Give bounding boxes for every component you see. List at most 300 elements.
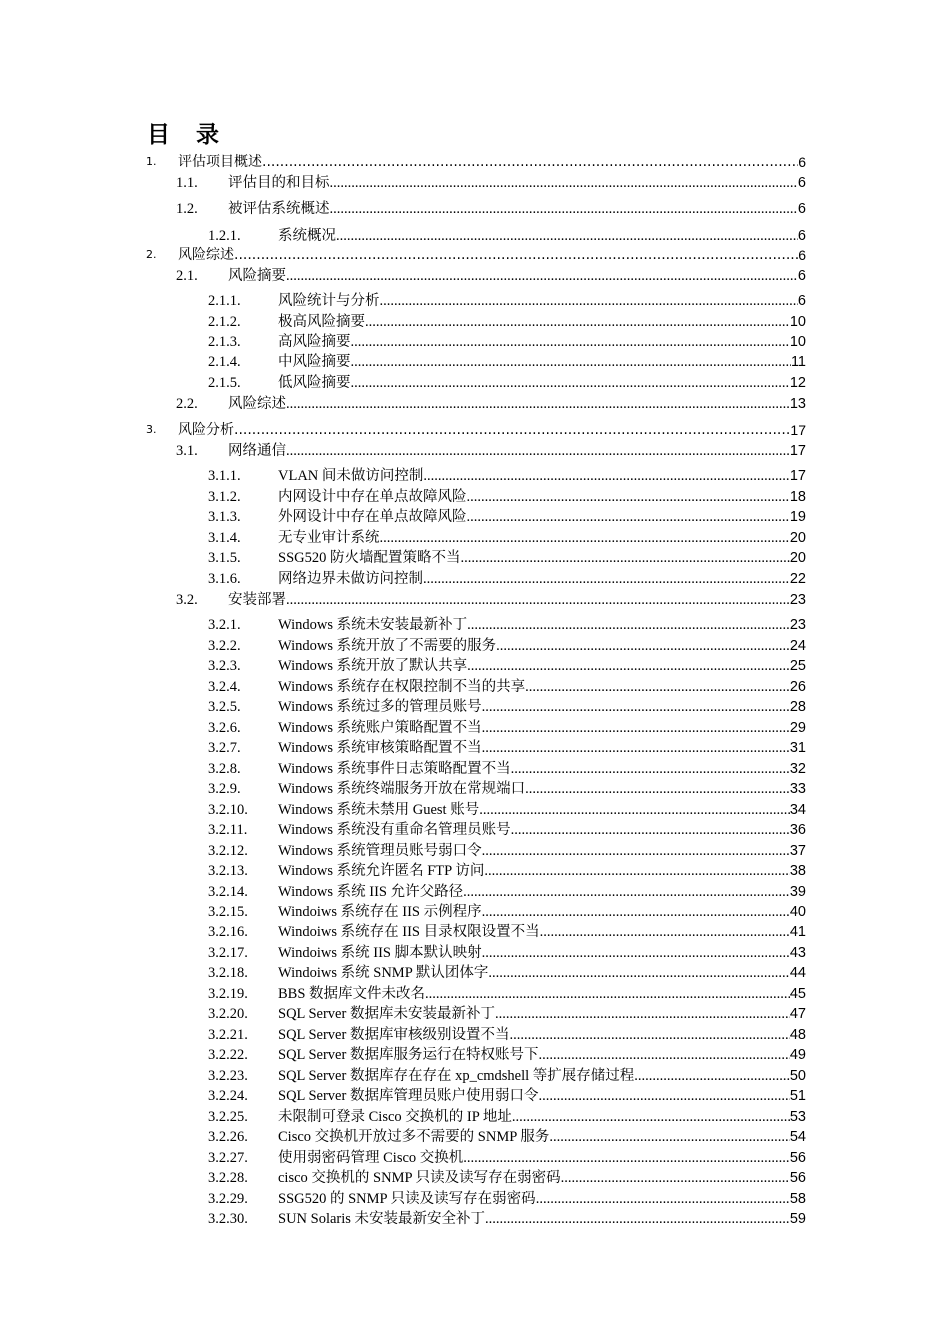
toc-entry-number: 3.1.4. [208,530,241,546]
toc-entry-label: SUN Solaris 未安装最新安全补丁 [278,1211,486,1227]
dot-leader [380,291,798,311]
toc-entry[interactable] [0,861,950,881]
toc-entry-label: SSG520 的 SNMP 只读及读写存在弱密码 [278,1191,536,1207]
toc-entry-number: 3.2.9. [208,781,241,797]
toc-entry-line [228,590,806,610]
toc-entry-line [278,373,806,393]
toc-entry-number: 2.1.5. [208,375,241,391]
dot-leader [286,441,790,461]
toc-entry-line [228,441,806,461]
toc-entry-page: 38 [789,863,806,879]
toc-entry-line [278,1189,806,1209]
toc-entry[interactable] [0,963,950,983]
toc-entry-number: 2.1.4. [208,354,241,370]
dot-leader [425,984,790,1004]
toc-entry-page: 44 [789,965,806,981]
toc-entry-number: 3.2.25. [208,1109,248,1125]
toc-entry-page: 6 [797,175,806,191]
dot-leader [423,569,790,589]
toc-entry-number: 1.2. [176,201,198,217]
toc-entry-page: 23 [789,592,806,608]
toc-entry-line [278,1148,806,1168]
dot-leader [634,1066,790,1086]
toc-entry-page: 18 [789,489,806,505]
toc-entry-page: 54 [789,1129,806,1145]
toc-entry-label: Windows 系统管理员账号弱口令 [278,843,482,859]
toc-entry-page: 45 [789,986,806,1002]
dot-leader [286,394,790,414]
toc-entry-page: 59 [789,1211,806,1227]
toc-entry-line [228,199,806,219]
toc-entry[interactable] [0,291,950,311]
toc-entry-label: Windows 系统未禁用 Guest 账号 [278,802,480,818]
toc-entry-label: SQL Server 数据库未安装最新补丁 [278,1006,495,1022]
toc-entry[interactable] [0,677,950,697]
dot-leader [234,245,798,265]
toc-entry-label: Windows 系统账户策略配置不当 [278,720,482,736]
toc-entry-line [278,507,806,527]
toc-entry-page: 39 [789,884,806,900]
toc-entry-page: 36 [789,822,806,838]
dot-leader [482,738,790,758]
toc-entry-line [278,922,806,942]
toc-entry-label: 使用弱密码管理 Cisco 交换机 [278,1150,464,1166]
dot-leader [351,332,790,352]
toc-entry-page: 12 [789,375,806,391]
toc-entry-number: 3.2.10. [208,802,248,818]
toc-entry[interactable] [0,1148,950,1168]
toc-entry-number: 3. [146,423,157,436]
toc-entry-label: 未限制可登录 Cisco 交换机的 IP 地址 [278,1109,512,1125]
toc-entry-label: 网络边界未做访问控制 [278,571,423,587]
toc-entry-page: 6 [798,247,806,263]
toc-entry[interactable] [0,528,950,548]
toc-entry[interactable] [0,332,950,352]
toc-entry-line [278,352,806,372]
toc-entry-number: 3.1. [176,443,198,459]
dot-leader [351,352,791,372]
toc-entry-label: Windows 系统允许匿名 FTP 访问 [278,863,485,879]
dot-leader [482,718,790,738]
toc-entry-number: 3.1.2. [208,489,241,505]
toc-entry-number: 1.1. [176,175,198,191]
toc-entry[interactable] [0,738,950,758]
toc-entry-line [278,759,806,779]
toc-entry-number: 3.1.3. [208,509,241,525]
toc-entry-page: 50 [789,1068,806,1084]
toc-entry[interactable] [0,636,950,656]
toc-entry-label: 中风险摘要 [278,354,351,370]
toc-entry-label: Windows 系统开放了不需要的服务 [278,638,497,654]
toc-entry-line [228,173,806,193]
toc-title: 目 录 [147,122,229,148]
toc-entry[interactable] [0,352,950,372]
toc-entry-label: Windoiws 系统存在 IIS 示例程序 [278,904,482,920]
toc-entry-line [278,466,806,486]
toc-entry-label: Windows 系统存在权限控制不当的共享 [278,679,526,695]
toc-entry[interactable] [0,984,950,1004]
toc-entry-label: 评估项目概述 [178,154,262,170]
toc-entry[interactable] [0,152,950,172]
dot-leader [336,226,798,246]
toc-entry[interactable] [0,1189,950,1209]
dot-leader [496,636,790,656]
toc-entry-page: 10 [789,314,806,330]
dot-leader [495,1004,790,1024]
toc-entry-line [228,266,806,286]
dot-leader [286,590,790,610]
toc-entry-number: 3.2.16. [208,924,248,940]
toc-entry-line [278,528,806,548]
toc-entry-number: 3.2.2. [208,638,241,654]
dot-leader [479,800,790,820]
dot-leader [286,266,798,286]
toc-entry[interactable] [0,1209,950,1229]
toc-entry-page: 43 [789,945,806,961]
toc-entry-label: Windows 系统过多的管理员账号 [278,699,482,715]
toc-entry[interactable] [0,1066,950,1086]
toc-entry[interactable] [0,1086,950,1106]
toc-entry-line [278,291,806,311]
toc-entry[interactable] [0,548,950,568]
toc-entry-page: 49 [789,1047,806,1063]
toc-entry-number: 3.2. [176,592,198,608]
toc-entry-page: 26 [789,679,806,695]
toc-entry-line [278,226,806,246]
dot-leader [482,902,790,922]
toc-entry-number: 3.2.19. [208,986,248,1002]
toc-entry-label: SQL Server 数据库审核级别设置不当 [278,1027,510,1043]
toc-entry[interactable] [0,718,950,738]
toc-entry-label: 内网设计中存在单点故障风险 [278,489,467,505]
toc-entry[interactable] [0,820,950,840]
toc-entry[interactable] [0,882,950,902]
toc-entry-number: 3.2.29. [208,1191,248,1207]
dot-leader [536,1189,790,1209]
toc-entry[interactable] [0,1127,950,1147]
dot-leader [538,1086,789,1106]
toc-entry-line [278,984,806,1004]
toc-entry-label: Windoiws 系统 SNMP 默认团体字 [278,965,489,981]
toc-entry-number: 2.2. [176,396,198,412]
toc-entry[interactable] [0,697,950,717]
toc-entry-label: 风险分析 [178,422,234,438]
toc-entry-number: 3.1.5. [208,550,241,566]
toc-entry-page: 48 [789,1027,806,1043]
toc-entry-label: Windows 系统没有重命名管理员账号 [278,822,511,838]
toc-entry[interactable] [0,245,950,265]
toc-entry-number: 3.2.15. [208,904,248,920]
dot-leader [525,677,790,697]
toc-entry[interactable] [0,615,950,635]
toc-entry-page: 31 [789,740,806,756]
toc-entry-page: 28 [789,699,806,715]
dot-leader [365,312,790,332]
toc-entry-number: 2.1.2. [208,314,241,330]
toc-entry-line [178,420,806,440]
dot-leader [460,548,789,568]
toc-entry[interactable] [0,226,950,246]
dot-leader [538,1045,789,1065]
toc-entry-page: 29 [789,720,806,736]
toc-entry-page: 20 [789,550,806,566]
toc-entry-page: 24 [789,638,806,654]
toc-entry-number: 3.2.23. [208,1068,248,1084]
toc-entry-page: 19 [789,509,806,525]
dot-leader [549,1127,790,1147]
toc-entry-line [278,332,806,352]
toc-entry-number: 3.2.14. [208,884,248,900]
toc-entry-line [278,963,806,983]
toc-entry-label: Windoiws 系统存在 IIS 目录权限设置不当 [278,924,540,940]
toc-entry-line [178,152,806,172]
toc-entry-label: 风险统计与分析 [278,293,380,309]
toc-entry-label: Windows 系统终端服务开放在常规端口 [278,781,526,797]
toc-entry-line [278,1004,806,1024]
toc-entry[interactable] [0,1004,950,1024]
toc-entry-page: 32 [789,761,806,777]
toc-entry[interactable] [0,569,950,589]
toc-entry-page: 22 [789,571,806,587]
toc-entry[interactable] [0,590,950,610]
toc-entry-page: 6 [797,228,806,244]
dot-leader [540,922,790,942]
toc-entry-number: 3.2.8. [208,761,241,777]
dot-leader [485,1209,790,1229]
toc-entry-label: Windows 系统审核策略配置不当 [278,740,482,756]
dot-leader [330,173,798,193]
toc-entry-number: 3.2.3. [208,658,241,674]
toc-entry-label: cisco 交换机的 SNMP 只读及读写存在弱密码 [278,1170,561,1186]
toc-entry-line [278,841,806,861]
toc-entry-line [178,245,806,265]
dot-leader [525,779,790,799]
toc-entry-label: 高风险摘要 [278,334,351,350]
toc-entry[interactable] [0,1107,950,1127]
toc-entry-label: SSG520 防火墙配置策略不当 [278,550,461,566]
toc-entry[interactable] [0,841,950,861]
toc-entry-number: 3.2.12. [208,843,248,859]
toc-entry-page: 37 [789,843,806,859]
toc-entry[interactable] [0,1025,950,1045]
toc-entry-number: 3.2.7. [208,740,241,756]
toc-entry-label: 风险综述 [228,396,286,412]
dot-leader [463,882,790,902]
toc-entry-number: 3.2.20. [208,1006,248,1022]
toc-entry[interactable] [0,199,950,219]
toc-entry-line [278,1025,806,1045]
toc-entry-line [278,943,806,963]
toc-entry-number: 3.2.22. [208,1047,248,1063]
toc-entry-number: 3.2.1. [208,617,241,633]
toc-entry[interactable] [0,312,950,332]
toc-entry-page: 34 [789,802,806,818]
dot-leader [511,820,790,840]
dot-leader [488,963,790,983]
toc-entry-line [278,548,806,568]
toc-entry-page: 6 [797,268,806,284]
toc-entry-number: 2. [146,248,157,261]
toc-entry-line [278,718,806,738]
toc-entry-page: 58 [789,1191,806,1207]
toc-entry-page: 25 [789,658,806,674]
toc-entry[interactable] [0,902,950,922]
toc-entry-page: 6 [797,293,806,309]
toc-entry[interactable] [0,373,950,393]
toc-entry-line [278,779,806,799]
dot-leader [467,507,790,527]
toc-entry-page: 56 [789,1170,806,1186]
toc-entry-label: SQL Server 数据库服务运行在特权账号下 [278,1047,539,1063]
toc-entry-line [278,656,806,676]
toc-entry-page: 56 [789,1150,806,1166]
toc-entry[interactable] [0,466,950,486]
toc-entry[interactable] [0,800,950,820]
dot-leader [351,373,790,393]
toc-entry-number: 3.2.30. [208,1211,248,1227]
dot-leader [262,152,798,172]
toc-entry-label: Cisco 交换机开放过多不需要的 SNMP 服务 [278,1129,550,1145]
dot-leader [482,841,790,861]
toc-entry-number: 3.2.21. [208,1027,248,1043]
toc-entry-label: BBS 数据库文件未改名 [278,986,426,1002]
dot-leader [482,697,790,717]
toc-entry-number: 2.1.1. [208,293,241,309]
toc-entry[interactable] [0,173,950,193]
dot-leader [467,487,790,507]
dot-leader [234,420,790,440]
dot-leader [463,1148,790,1168]
toc-entry-number: 3.2.26. [208,1129,248,1145]
toc-entry-number: 3.2.17. [208,945,248,961]
dot-leader [380,528,790,548]
toc-entry[interactable] [0,656,950,676]
toc-entry-label: SQL Server 数据库存在存在 xp_cmdshell 等扩展存储过程 [278,1068,635,1084]
toc-entry-line [278,636,806,656]
toc-entry-line [278,1209,806,1229]
toc-entry-page: 6 [797,201,806,217]
toc-entry-label: 风险综述 [178,247,234,263]
toc-entry-label: 被评估系统概述 [228,201,330,217]
toc-entry[interactable] [0,441,950,461]
toc-entry-page: 33 [789,781,806,797]
toc-entry-line [278,697,806,717]
toc-entry-line [278,1107,806,1127]
toc-entry-page: 11 [790,354,806,370]
toc-entry-label: 极高风险摘要 [278,314,365,330]
toc-entry[interactable] [0,1045,950,1065]
toc-entry-page: 40 [789,904,806,920]
toc-entry-line [278,1168,806,1188]
toc-entry-number: 2.1. [176,268,198,284]
toc-entry-page: 53 [789,1109,806,1125]
toc-entry-label: VLAN 间未做访问控制 [278,468,424,484]
toc-entry[interactable] [0,1168,950,1188]
toc-entry[interactable] [0,487,950,507]
toc-entry-line [278,861,806,881]
dot-leader [330,199,798,219]
toc-entry-page: 13 [789,396,806,412]
toc-entry-line [278,1066,806,1086]
toc-entry-label: Windoiws 系统 IIS 脚本默认映射 [278,945,482,961]
toc-entry-label: Windows 系统 IIS 允许父路径 [278,884,464,900]
toc-entry-label: 安装部署 [228,592,286,608]
toc-entry-label: 外网设计中存在单点故障风险 [278,509,467,525]
toc-entry-number: 3.2.11. [208,822,248,838]
toc-entry[interactable] [0,266,950,286]
toc-entry-page: 47 [789,1006,806,1022]
toc-entry-label: 无专业审计系统 [278,530,380,546]
toc-entry-page: 10 [789,334,806,350]
toc-entry-label: SQL Server 数据库管理员账户使用弱口令 [278,1088,539,1104]
toc-entry-number: 2.1.3. [208,334,241,350]
toc-entry-line [278,1086,806,1106]
toc-entry-page: 41 [789,924,806,940]
toc-entry-label: 风险摘要 [228,268,286,284]
toc-entry[interactable] [0,943,950,963]
toc-entry-page: 6 [798,154,806,170]
toc-entry-label: Windows 系统事件日志策略配置不当 [278,761,511,777]
toc-entry-number: 3.1.1. [208,468,241,484]
toc-entry[interactable] [0,779,950,799]
dot-leader [512,1107,790,1127]
toc-entry-page: 17 [789,443,806,459]
dot-leader [482,943,790,963]
dot-leader [484,861,790,881]
toc-entry-page: 23 [789,617,806,633]
toc-entry-line [228,394,806,414]
toc-entry-label: Windows 系统未安装最新补丁 [278,617,468,633]
toc-entry-number: 3.2.5. [208,699,241,715]
toc-entry[interactable] [0,507,950,527]
toc-entry-line [278,677,806,697]
toc-entry-line [278,882,806,902]
toc-entry-line [278,800,806,820]
toc-entry-line [278,738,806,758]
toc-entry-number: 3.2.4. [208,679,241,695]
dot-leader [467,656,790,676]
toc-entry-number: 3.2.28. [208,1170,248,1186]
toc-entry-page: 20 [789,530,806,546]
toc-entry-page: 17 [789,468,806,484]
dot-leader [511,759,790,779]
toc-entry-number: 3.2.13. [208,863,248,879]
toc-entry-label: 系统概况 [278,228,336,244]
toc-entry-page: 17 [790,422,806,438]
toc-entry[interactable] [0,759,950,779]
toc-entry-line [278,1045,806,1065]
toc-entry[interactable] [0,420,950,440]
toc-entry-line [278,820,806,840]
toc-entry-line [278,569,806,589]
toc-entry[interactable] [0,922,950,942]
dot-leader [423,466,789,486]
dot-leader [467,615,790,635]
toc-entry-line [278,902,806,922]
toc-entry-label: 网络通信 [228,443,286,459]
toc-entry-line [278,487,806,507]
toc-entry-label: 评估目的和目标 [228,175,330,191]
toc-entry-number: 3.2.18. [208,965,248,981]
toc-entry-number: 3.2.6. [208,720,241,736]
toc-entry[interactable] [0,394,950,414]
toc-entry-number: 3.2.27. [208,1150,248,1166]
toc-entry-label: 低风险摘要 [278,375,351,391]
toc-entry-page: 51 [789,1088,806,1104]
toc-entry-number: 3.2.24. [208,1088,248,1104]
toc-entry-line [278,1127,806,1147]
toc-entry-label: Windows 系统开放了默认共享 [278,658,468,674]
